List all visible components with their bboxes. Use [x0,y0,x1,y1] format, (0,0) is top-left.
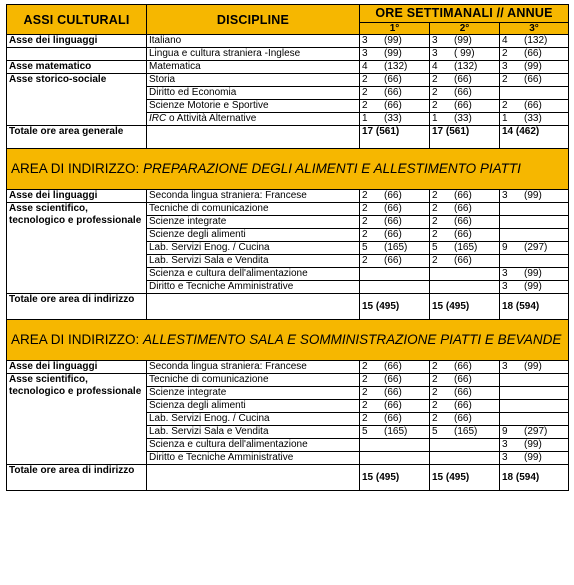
hours-y2: 2 (66) [430,203,500,216]
area-heading [7,320,569,361]
hours-y2: 2 (66) [430,374,500,387]
hours-y2: 3 ( 99) [430,48,500,61]
hours-y1: 2 (66) [360,216,430,229]
hours-y2: 2 (66) [430,413,500,426]
total-row [7,465,569,491]
hours-y3 [500,400,569,413]
header-discipline: DISCIPLINE [147,5,360,35]
hours-y3 [500,229,569,242]
hours-y2: 4 (132) [430,61,500,74]
hours-y3 [500,203,569,216]
total-y3: 18 (594) [500,294,569,320]
hours-y1: 2 (66) [360,74,430,87]
hours-y1: 2 (66) [360,361,430,374]
hours-y3: 2 (66) [500,74,569,87]
hours-y1 [360,268,430,281]
discipline: Lab. Servizi Sala e Vendita [147,255,360,268]
hours-y3: 3 (99) [500,452,569,465]
table-row [7,74,569,87]
total-y2: 17 (561) [430,126,500,149]
hours-y2: 2 (66) [430,190,500,203]
discipline: Scienze integrate [147,216,360,229]
hours-y2: 5 (165) [430,426,500,439]
header-year-1: 1° [360,23,430,35]
hours-y1: 2 (66) [360,190,430,203]
asse-label: Asse dei linguaggi [7,361,147,374]
discipline: Storia [147,74,360,87]
total-y1: 17 (561) [360,126,430,149]
hours-y1: 3 (99) [360,35,430,48]
hours-y1: 2 (66) [360,229,430,242]
discipline: Diritto e Tecniche Amministrative [147,281,360,294]
discipline: Diritto e Tecniche Amministrative [147,452,360,465]
discipline: Lab. Servizi Enog. / Cucina [147,413,360,426]
discipline: IRC o Attività Alternative [147,113,360,126]
discipline: Lab. Servizi Sala e Vendita [147,426,360,439]
hours-y3: 3 (99) [500,281,569,294]
area-title: AREA DI INDIRIZZO: PREPARAZIONE DEGLI ALIMENTI E ALLESTIMENTO PIATTI [7,149,569,190]
header-ore: ORE SETTIMANALI // ANNUE [360,5,569,23]
hours-y3: 2 (66) [500,100,569,113]
hours-y1: 2 (66) [360,400,430,413]
table-row [7,48,569,61]
hours-y3: 9 (297) [500,242,569,255]
hours-y2 [430,439,500,452]
discipline: Tecniche di comunicazione [147,374,360,387]
asse-label: Asse scientifico, tecnologico e professionale [7,374,147,465]
hours-y3 [500,387,569,400]
table-row [7,361,569,374]
hours-y2: 2 (66) [430,74,500,87]
hours-y1: 5 (165) [360,426,430,439]
hours-y2: 2 (66) [430,100,500,113]
table-row [7,190,569,203]
discipline: Italiano [147,35,360,48]
asse-label: Asse dei linguaggi [7,190,147,203]
hours-y2: 5 (165) [430,242,500,255]
total-label: Totale ore area di indirizzo [7,294,147,320]
discipline: Scienza e cultura dell'alimentazione [147,268,360,281]
discipline: Scienze Motorie e Sportive [147,100,360,113]
total-label: Totale ore area di indirizzo [7,465,147,491]
hours-y3 [500,255,569,268]
hours-y1 [360,452,430,465]
header-assi: ASSI CULTURALI [7,5,147,35]
hours-y3: 3 (99) [500,361,569,374]
discipline: Diritto ed Economia [147,87,360,100]
hours-y3: 3 (99) [500,190,569,203]
hours-y1: 5 (165) [360,242,430,255]
hours-y3 [500,413,569,426]
area-heading [7,149,569,190]
hours-y3 [500,87,569,100]
asse-label: Asse dei linguaggi [7,35,147,48]
hours-y3: 3 (99) [500,439,569,452]
hours-y1: 2 (66) [360,87,430,100]
asse-label [7,48,147,61]
table-row [7,203,569,216]
hours-y2: 2 (66) [430,229,500,242]
discipline: Tecniche di comunicazione [147,203,360,216]
curriculum-table [6,4,569,491]
total-y2: 15 (495) [430,294,500,320]
asse-label: Asse scientifico, tecnologico e professionale [7,203,147,294]
hours-y1: 2 (66) [360,255,430,268]
hours-y2: 2 (66) [430,400,500,413]
total-y1: 15 (495) [360,465,430,491]
discipline: Scienze degli alimenti [147,229,360,242]
hours-y1: 2 (66) [360,374,430,387]
hours-y1: 2 (66) [360,203,430,216]
hours-y1: 2 (66) [360,100,430,113]
hours-y2: 2 (66) [430,87,500,100]
hours-y1: 2 (66) [360,413,430,426]
discipline: Lingua e cultura straniera -Inglese [147,48,360,61]
hours-y2: 2 (66) [430,216,500,229]
total-y3: 14 (462) [500,126,569,149]
asse-label: Asse matematico [7,61,147,74]
total-label: Totale ore area generale [7,126,147,149]
hours-y1: 3 (99) [360,48,430,61]
hours-y3 [500,374,569,387]
discipline: Lab. Servizi Enog. / Cucina [147,242,360,255]
total-row [7,294,569,320]
discipline: Seconda lingua straniera: Francese [147,190,360,203]
hours-y1 [360,439,430,452]
hours-y3: 3 (99) [500,61,569,74]
hours-y1 [360,281,430,294]
discipline: Scienza e cultura dell'alimentazione [147,439,360,452]
table-row [7,61,569,74]
total-y2: 15 (495) [430,465,500,491]
table-row [7,35,569,48]
total-row [7,126,569,149]
hours-y1: 1 (33) [360,113,430,126]
hours-y3: 1 (33) [500,113,569,126]
hours-y3: 2 (66) [500,48,569,61]
hours-y1: 4 (132) [360,61,430,74]
discipline: Scienze integrate [147,387,360,400]
discipline: Matematica [147,61,360,74]
hours-y3: 3 (99) [500,268,569,281]
table-row [7,374,569,387]
hours-y2: 2 (66) [430,361,500,374]
hours-y2 [430,281,500,294]
hours-y3: 4 (132) [500,35,569,48]
hours-y2: 3 (99) [430,35,500,48]
hours-y2: 2 (66) [430,387,500,400]
hours-y2: 2 (66) [430,255,500,268]
discipline: Seconda lingua straniera: Francese [147,361,360,374]
discipline: Scienza degli alimenti [147,400,360,413]
total-y1: 15 (495) [360,294,430,320]
header-year-3: 3° [500,23,569,35]
hours-y2 [430,268,500,281]
total-y3: 18 (594) [500,465,569,491]
hours-y3: 9 (297) [500,426,569,439]
hours-y1: 2 (66) [360,387,430,400]
hours-y2: 1 (33) [430,113,500,126]
hours-y2 [430,452,500,465]
asse-label: Asse storico-sociale [7,74,147,126]
hours-y3 [500,216,569,229]
area-title: AREA DI INDIRIZZO: ALLESTIMENTO SALA E SOMMINISTRAZIONE PIATTI E BEVANDE [7,320,569,361]
header-year-2: 2° [430,23,500,35]
